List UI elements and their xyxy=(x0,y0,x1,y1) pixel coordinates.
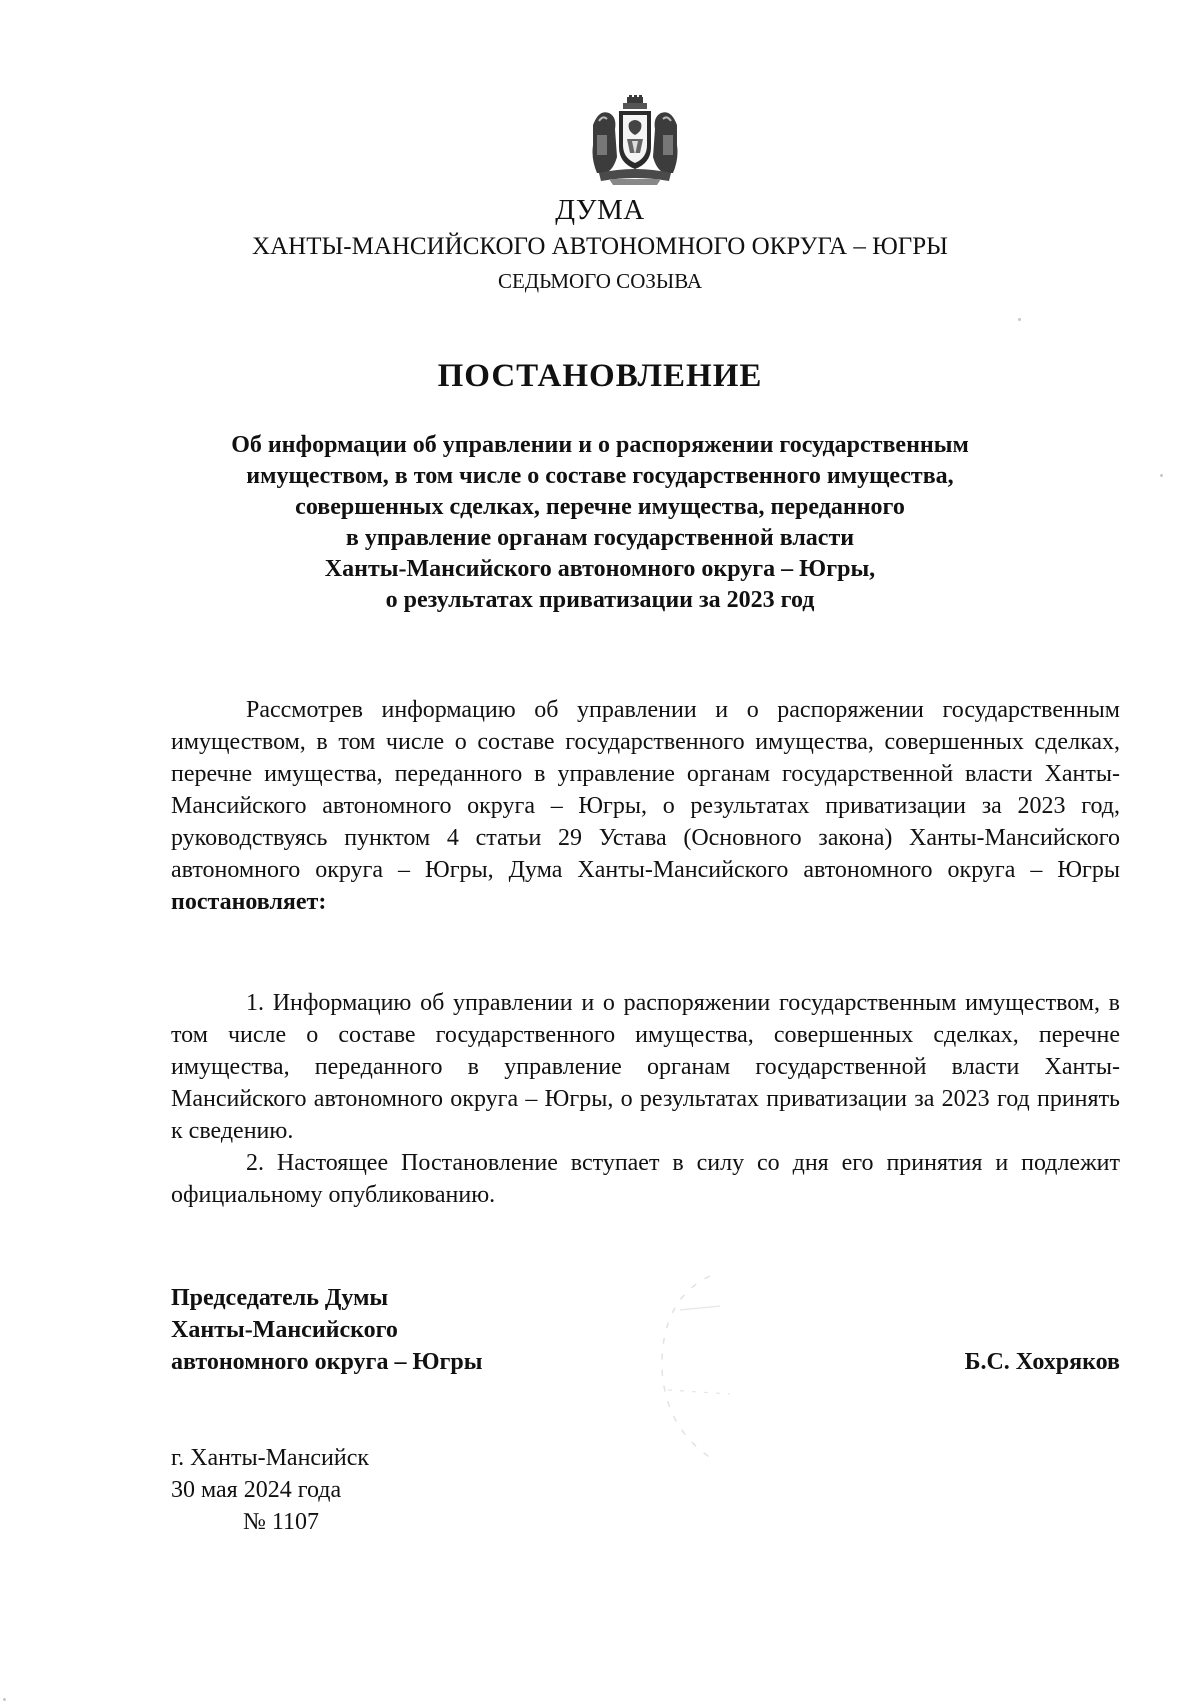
coat-of-arms-icon xyxy=(585,95,685,187)
preamble-paragraph xyxy=(171,694,1120,918)
position-line: Ханты-Мансийского xyxy=(171,1317,398,1343)
title-line: Об информации об управлении и о распоряжении государственным xyxy=(231,432,969,458)
signatory-name: Б.С. Хохряков xyxy=(964,1349,1120,1375)
title-line: совершенных сделках, перечне имущества, переданного xyxy=(295,494,905,520)
date: 30 мая 2024 года xyxy=(171,1477,342,1503)
preamble-text: Рассмотрев информацию об управлении и о распоряжении государственным имуществом, в том числе о составе государственного имущества, совершенных сделках, перечне имущества, переданного в управление органам государственной власти Ханты-Мансийского автономного округа – Югры, о результатах приватизации за 2023 год, руководствуясь пунктом 4 статьи 29 Устава (Основного закона) Ханты-Мансийского автономного округа – Югры, Дума Ханты-Мансийского автономного округа – Югры xyxy=(171,697,1120,883)
document-number: № 1107 xyxy=(243,1509,320,1535)
place: г. Ханты-Мансийск xyxy=(171,1445,370,1471)
place-and-date xyxy=(171,1442,369,1538)
resolution-items xyxy=(171,987,1120,1211)
org-name: ДУМА xyxy=(555,194,645,226)
title-line: Ханты-Мансийского автономного округа – Югры, xyxy=(324,556,876,582)
title-line: о результатах приватизации за 2023 год xyxy=(385,587,815,613)
position-line: автономного округа – Югры xyxy=(171,1349,483,1375)
scan-speck xyxy=(3,1698,6,1701)
org-region: ХАНТЫ-МАНСИЙСКОГО АВТОНОМНОГО ОКРУГА – ЮГРЫ xyxy=(252,233,948,260)
document-type: ПОСТАНОВЛЕНИЕ xyxy=(437,358,763,394)
document-title xyxy=(160,430,1040,616)
title-line: в управление органам государственной власти xyxy=(345,525,855,551)
resolves-keyword: постановляет: xyxy=(171,889,327,915)
resolution-item-1: 1. Информацию об управлении и о распоряжении государственным имуществом, в том числе о составе государственного имущества, совершенных сделках, перечне имущества, переданного в управление органам государственной власти Ханты-Мансийского автономного округа – Югры, о результатах приватизации за 2023 год принять к сведению. xyxy=(171,990,1120,1144)
scan-speck xyxy=(1018,318,1021,321)
org-convocation: СЕДЬМОГО СОЗЫВА xyxy=(497,269,703,293)
resolution-item-2: 2. Настоящее Постановление вступает в силу со дня его принятия и подлежит официальному опубликованию. xyxy=(171,1150,1120,1208)
title-line: имуществом, в том числе о составе государственного имущества, xyxy=(246,463,954,489)
signatory-position xyxy=(171,1282,482,1378)
scan-speck xyxy=(1160,474,1163,477)
position-line: Председатель Думы xyxy=(171,1285,389,1311)
stamp-trace xyxy=(640,1270,780,1470)
